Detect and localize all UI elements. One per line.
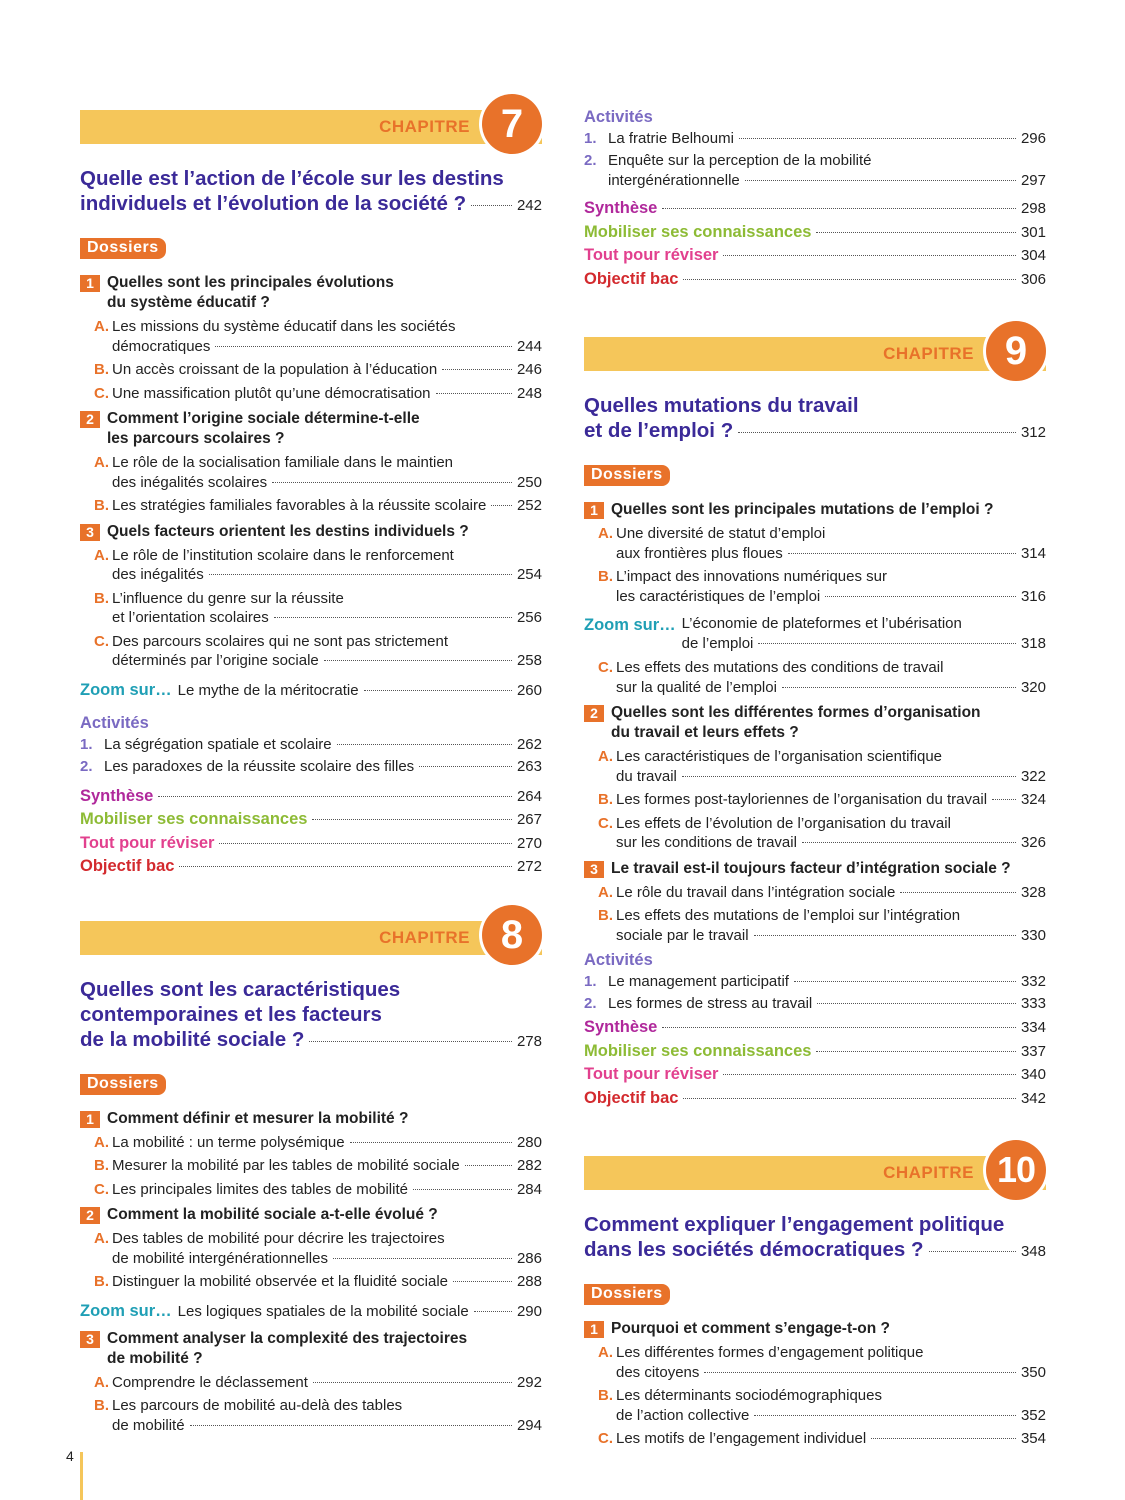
synthese-entry[interactable]: Synthèse 264 bbox=[80, 786, 542, 805]
chapter-7 bbox=[80, 102, 542, 879]
zoom-entry[interactable]: Zoom sur… Le mythe de la méritocratie 260 bbox=[80, 680, 542, 699]
chapter-10-band bbox=[584, 1149, 1046, 1190]
dossier-question-3[interactable]: 3 Quels facteurs orientent les destins individuels ? bbox=[80, 522, 542, 542]
chapter-9 bbox=[584, 329, 1046, 1110]
chapter-8-title[interactable]: Quelles sont les caractéristiques contemporaines et les facteurs de la mobilité sociale ? 278 bbox=[80, 977, 542, 1051]
page-number: 4 bbox=[66, 1448, 74, 1464]
title-line: individuels et l’évolution de la société ? bbox=[80, 192, 467, 215]
chapter-7-title[interactable] bbox=[80, 166, 542, 218]
mobiliser-entry[interactable]: Mobiliser ses connaissances 337 bbox=[584, 1041, 1046, 1060]
activity-entry[interactable]: 1. La fratrie Belhoumi 296 bbox=[584, 130, 1046, 147]
objectif-bac-entry[interactable]: Objectif bac 272 bbox=[80, 857, 542, 875]
title-line: Quelle est l’action de l’école sur les destins bbox=[80, 167, 504, 190]
chapter-label: CHAPITRE bbox=[883, 344, 974, 363]
toc-entry[interactable]: C. Les effets des mutations des conditions de travail sur la qualité de l’emploi 320 bbox=[598, 659, 1046, 696]
activity-entry[interactable]: 1. Le management participatif 332 bbox=[584, 973, 1046, 990]
dossier-question-3[interactable]: 3 Le travail est-il toujours facteur d’intégration sociale ? bbox=[584, 859, 1046, 879]
zoom-entry[interactable]: Zoom sur… Les logiques spatiales de la mobilité sociale 290 bbox=[80, 1301, 542, 1320]
dossier-question-1[interactable]: 1 Quelles sont les principales évolutions du système éducatif ? bbox=[80, 273, 542, 313]
activites-heading: Activités bbox=[584, 108, 653, 126]
toc-entry[interactable]: A. Les caractéristiques de l’organisation scientifique du travail 322 bbox=[598, 748, 1046, 785]
chapter-number: 8 bbox=[482, 905, 542, 965]
chapter-label: CHAPITRE bbox=[379, 927, 470, 947]
activites-heading: Activités bbox=[584, 951, 653, 969]
tout-reviser-entry[interactable]: Tout pour réviser 304 bbox=[584, 246, 1046, 264]
synthese-entry[interactable]: Synthèse 334 bbox=[584, 1018, 1046, 1036]
toc-entry[interactable]: C. Des parcours scolaires qui ne sont pas strictement déterminés par l’origine sociale 258 bbox=[94, 632, 542, 669]
chapter-10-title[interactable]: Comment expliquer l’engagement politique dans les sociétés démocratiques ? 348 bbox=[584, 1213, 1046, 1261]
toc-entry[interactable]: A. Les missions du système éducatif dans les sociétés démocratiques 244 bbox=[94, 318, 542, 355]
toc-entry[interactable]: B. Distinguer la mobilité observée et la fluidité sociale 288 bbox=[94, 1273, 542, 1290]
chapter-7-band bbox=[80, 102, 542, 146]
toc-entry[interactable]: C. Les principales limites des tables de mobilité 284 bbox=[94, 1180, 542, 1198]
toc-entry[interactable]: A. Le rôle de l’institution scolaire dans le renforcement des inégalités 254 bbox=[94, 546, 542, 583]
dossiers-badge: Dossiers bbox=[80, 1074, 166, 1095]
mobiliser-entry[interactable]: Mobiliser ses connaissances 301 bbox=[584, 222, 1046, 241]
toc-entry[interactable]: C. Les effets de l’évolution de l’organisation du travail sur les conditions de travail 326 bbox=[598, 814, 1046, 851]
synthese-entry[interactable]: Synthèse 298 bbox=[584, 199, 1046, 217]
chapter-number: 10 bbox=[986, 1140, 1046, 1200]
toc-entry[interactable]: A. Le rôle du travail dans l’intégration sociale 328 bbox=[598, 883, 1046, 901]
chapter-label: CHAPITRE bbox=[379, 117, 470, 136]
page-rule bbox=[80, 1452, 83, 1500]
activity-entry[interactable]: 1. La ségrégation spatiale et scolaire 262 bbox=[80, 735, 542, 753]
chapter-8 bbox=[80, 912, 542, 1436]
chapter-number: 9 bbox=[986, 321, 1046, 381]
chapter-9-band bbox=[584, 329, 1046, 373]
chapter-label: CHAPITRE bbox=[883, 1163, 974, 1182]
toc-entry[interactable]: C. Une massification plutôt qu’une démocratisation 248 bbox=[94, 384, 542, 402]
left-column bbox=[80, 0, 542, 1435]
dossiers-badge: Dossiers bbox=[80, 238, 166, 259]
toc-entry[interactable]: A. Le rôle de la socialisation familiale dans le maintien des inégalités scolaires 250 bbox=[94, 454, 542, 491]
toc-entry[interactable]: A. Une diversité de statut d’emploi aux frontières plus floues 314 bbox=[598, 525, 1046, 562]
dossier-question-1[interactable]: 1 Comment définir et mesurer la mobilité ? bbox=[80, 1109, 542, 1129]
dossier-question-1[interactable]: 1 Pourquoi et comment s’engage-t-on ? bbox=[584, 1319, 1046, 1339]
mobiliser-entry[interactable]: Mobiliser ses connaissances 267 bbox=[80, 810, 542, 828]
dossier-question-3[interactable]: 3 Comment analyser la complexité des trajectoires de mobilité ? bbox=[80, 1329, 542, 1369]
tout-reviser-entry[interactable]: Tout pour réviser 270 bbox=[80, 833, 542, 852]
toc-entry[interactable]: A. Les différentes formes d’engagement politique des citoyens 350 bbox=[598, 1344, 1046, 1381]
chapter-10 bbox=[584, 1149, 1046, 1449]
toc-entry[interactable]: B. Les formes post-tayloriennes de l’organisation du travail 324 bbox=[598, 791, 1046, 808]
toc-entry[interactable]: C. Les motifs de l’engagement individuel 354 bbox=[598, 1430, 1046, 1447]
activity-entry[interactable]: 2. Les paradoxes de la réussite scolaire des filles 263 bbox=[80, 757, 542, 775]
toc-entry[interactable]: B. Un accès croissant de la population à l’éducation 246 bbox=[94, 361, 542, 378]
toc-entry[interactable]: B. Mesurer la mobilité par les tables de mobilité sociale 282 bbox=[94, 1157, 542, 1174]
toc-entry[interactable]: B. L’impact des innovations numériques sur les caractéristiques de l’emploi 316 bbox=[598, 568, 1046, 605]
toc-entry[interactable]: A. Comprendre le déclassement 292 bbox=[94, 1373, 542, 1391]
dossier-question-2[interactable]: 2 Comment la mobilité sociale a-t-elle évolué ? bbox=[80, 1205, 542, 1225]
tout-reviser-entry[interactable]: Tout pour réviser 340 bbox=[584, 1065, 1046, 1083]
dossier-question-1[interactable]: 1 Quelles sont les principales mutations de l’emploi ? bbox=[584, 500, 1046, 520]
dossiers-badge: Dossiers bbox=[584, 1284, 670, 1305]
chapter-number: 7 bbox=[482, 94, 542, 154]
chapter-8-continued bbox=[584, 108, 1046, 291]
dossier-question-2[interactable]: 2 Comment l’origine sociale détermine-t-elle les parcours scolaires ? bbox=[80, 409, 542, 449]
chapter-9-title[interactable]: Quelles mutations du travail et de l’emploi ? 312 bbox=[584, 394, 1046, 442]
dossiers-badge: Dossiers bbox=[584, 465, 670, 486]
activity-entry[interactable]: 2. Enquête sur la perception de la mobilité intergénérationnelle 297 bbox=[584, 152, 1046, 189]
toc-entry[interactable]: B. Les effets des mutations de l’emploi sur l’intégration sociale par le travail 330 bbox=[598, 907, 1046, 944]
toc-entry[interactable]: B. Les parcours de mobilité au-delà des tables de mobilité 294 bbox=[94, 1397, 542, 1434]
objectif-bac-entry[interactable]: Objectif bac 342 bbox=[584, 1088, 1046, 1107]
toc-entry[interactable]: B. Les déterminants sociodémographiques de l’action collective 352 bbox=[598, 1387, 1046, 1424]
toc-entry[interactable]: B. L’influence du genre sur la réussite et l’orientation scolaires 256 bbox=[94, 589, 542, 626]
toc-entry[interactable]: A. Des tables de mobilité pour décrire les trajectoires de mobilité intergénérationnelles 286 bbox=[94, 1230, 542, 1267]
right-column bbox=[584, 0, 1046, 1449]
chapter-8-band bbox=[80, 912, 542, 957]
dossier-question-2[interactable]: 2 Quelles sont les différentes formes d’organisation du travail et leurs effets ? bbox=[584, 703, 1046, 743]
zoom-entry[interactable]: Zoom sur… L’économie de plateformes et l’ubérisation de l’emploi 318 bbox=[584, 615, 1046, 652]
toc-entry[interactable]: B. Les stratégies familiales favorables à la réussite scolaire 252 bbox=[94, 497, 542, 514]
toc-entry[interactable]: A. La mobilité : un terme polysémique 280 bbox=[94, 1133, 542, 1151]
activites-heading: Activités bbox=[80, 713, 149, 732]
objectif-bac-entry[interactable]: Objectif bac 306 bbox=[584, 269, 1046, 288]
activity-entry[interactable]: 2. Les formes de stress au travail 333 bbox=[584, 995, 1046, 1012]
page-ref: 242 bbox=[516, 197, 542, 214]
